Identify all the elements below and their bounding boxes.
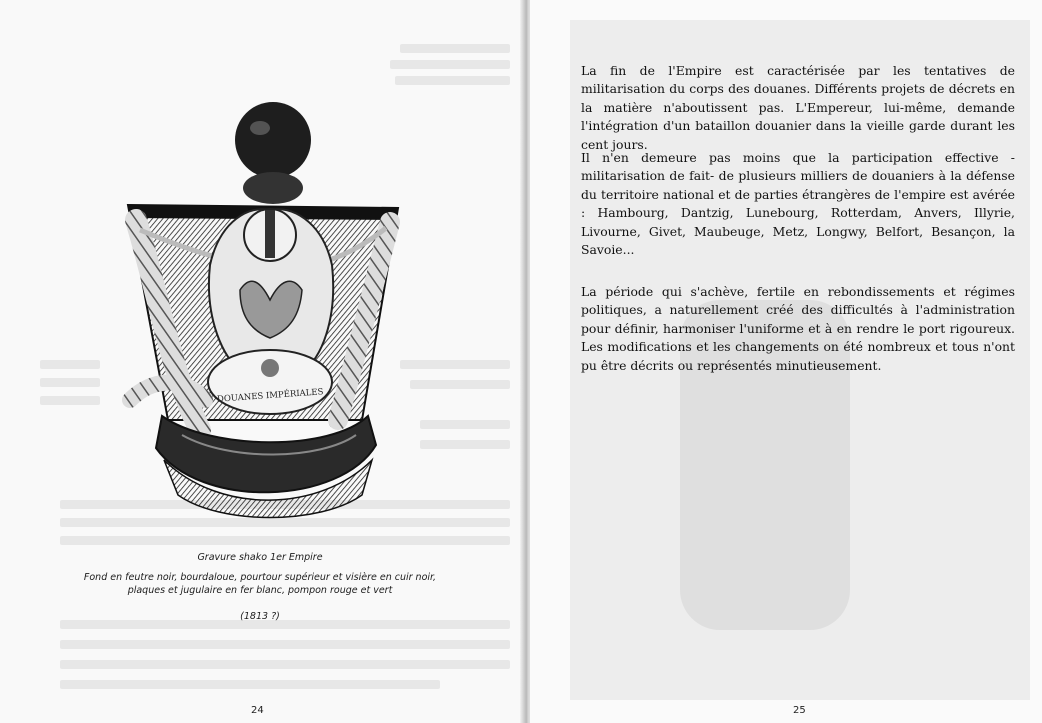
- pompon: [235, 102, 311, 178]
- show-through-text: [420, 440, 510, 449]
- caption-date: (1813 ?): [240, 611, 280, 622]
- show-through-text: [395, 76, 510, 85]
- show-through-text: [60, 660, 510, 669]
- show-through-text: [400, 44, 510, 53]
- show-through-text: [60, 640, 510, 649]
- show-through-text: [60, 680, 440, 689]
- show-through-text: [420, 420, 510, 429]
- show-through-text: [40, 360, 100, 369]
- page-number-left: 24: [251, 705, 264, 716]
- show-through-text: [40, 396, 100, 405]
- paragraph-participation: Il n'en demeure pas moins que la participation effective -militarisation de fait- de plusieurs milliers de douaniers à la défense du territoire national et de parties étrangères de l'empire est avérée : Hambourg, Dantzig, Lunebourg, Rotterdam, Anvers, Illyrie, Livourne, Givet, Maubeuge, Metz, Longwy, Belfort, Besançon, la Savoie...: [581, 150, 1015, 258]
- show-through-text: [60, 536, 510, 545]
- paragraph-militarisation: La fin de l'Empire est caractérisée par les tentatives de militarisation du corps des douanes. Différents projets de décrets en la matière n'aboutissent pas. L'Empereur, lui-même, demande l'intégration d'un bataillon douanier dans la vieille garde durant les cent jours.: [581, 63, 1015, 152]
- show-through-text: [390, 60, 510, 69]
- show-through-text: [410, 380, 510, 389]
- pompon-base: [243, 172, 303, 204]
- right-page: [530, 0, 1042, 723]
- caption-title: Gravure shako 1er Empire: [197, 552, 323, 563]
- shako-engraving: [100, 100, 420, 520]
- shako-illustration: [100, 100, 420, 520]
- paragraph-periode: La période qui s'achève, fertile en rebondissements et régimes politiques, a naturellement créé des difficultés à l'administration pour définir, harmoniser l'uniforme et à en rendre le port rigoureux. Les modifications et les changements on été nombreux et tous n'ont pu être décrits ou représentés minutieusement.: [581, 284, 1015, 373]
- page-number-right: 25: [793, 705, 806, 716]
- show-through-text: [40, 378, 100, 387]
- caption-description: Fond en feutre noir, bourdaloue, pourtour supérieur et visière en cuir noir, plaques et jugulaire en fer blanc, pompon rouge et vert: [83, 572, 437, 596]
- shako-plate-text: DOUANES IMPÉRIALES: [216, 387, 324, 405]
